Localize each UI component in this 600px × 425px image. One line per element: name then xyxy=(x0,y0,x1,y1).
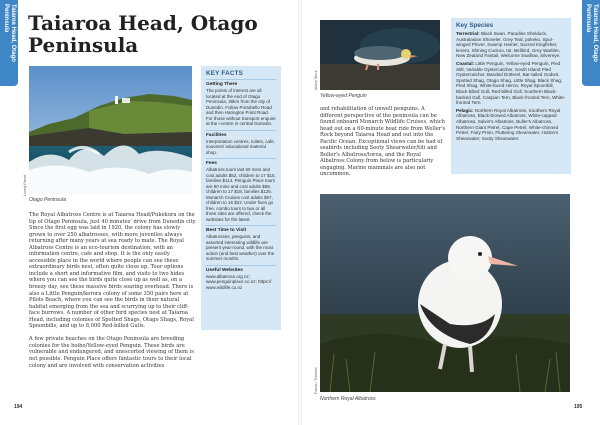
right-body-text xyxy=(320,106,446,185)
key-facts-heading: KEY FACTS xyxy=(206,70,244,77)
key-facts-section-title: Getting There xyxy=(206,82,238,87)
species-row-pelagic xyxy=(456,108,566,142)
albatross-photo-caption: Northern Royal Albatross xyxy=(320,396,376,402)
right-page-number: 195 xyxy=(574,404,583,410)
coastal-photo-image xyxy=(29,66,192,194)
species-row-terrestrial xyxy=(456,31,566,59)
species-row-label: Pelagic: xyxy=(456,107,474,113)
key-facts-section xyxy=(206,79,276,130)
coastal-photo-caption: Otago Peninsula xyxy=(29,197,66,203)
species-row-coastal xyxy=(456,61,566,106)
right-side-tab xyxy=(582,0,600,86)
species-row-text: Black Swan, Paradise Shelduck, Australasian Shoveler, Grey Teal, pūkeko, Spur-winged Plover, Swamp Harrier, Sacred Kingfisher, kererū, Shining Cuckoo, tūī, Bellbird, Grey Warbler, New Zealand Fantail, Welcome Swallow, Silvereye. xyxy=(456,31,561,59)
key-facts-section-title: Useful Websites xyxy=(206,267,243,273)
key-facts-section xyxy=(206,158,276,225)
key-facts-section xyxy=(206,265,276,294)
species-row-text: Little Penguin, Yellow-eyed Penguin, Pied Stilt, Variable Oystercatcher, South Island Pied Oystercatcher, Banded Dotterel, Bar-tailed Godwit, Spotted Shag, Otago Shag, Little Shag, Black Shag, Pied Shag, White-faced Heron, Royal Spoonbill, Black-billed Gull, Red-billed Gull, Southern Black-backed Gull, Caspian Tern, Black-fronted Tern, White-fronted Tern. xyxy=(456,60,566,106)
coastal-photo xyxy=(29,66,192,194)
penguin-photo-image xyxy=(320,20,440,90)
left-page-number: 194 xyxy=(14,404,23,410)
key-facts-section-text: Albatross tours last 60 mins and cost adults $52, children to 17 $15, families $114. Penguin Place tours are 90 mins and cost adults $58, children to 17 $18, families $125. Monarch Cruises cost adults $57, children to 16 $22. Under fives go free, combo tours to two or all three sites are offered, check the websites for the latest. xyxy=(206,167,276,222)
left-paragraph: A few private beaches on the Otago Peninsula are breeding colonies for the hoiho/Yellow-eyed Penguin. These birds are vulnerable and endangered, and unescorted viewing of them is not possible. Penguin Place offers fantastic tours to their local colony and are involved with conservation activities xyxy=(29,336,194,369)
page-gutter xyxy=(298,0,302,425)
penguin-photo-credit: Alamy Stock xyxy=(314,70,318,90)
left-side-tab-label: Taiaroa Head, Otago Peninsula xyxy=(3,4,16,62)
key-facts-section-title: Facilities xyxy=(206,132,227,138)
key-facts-box xyxy=(201,66,281,330)
left-paragraph: The Royal Albatross Centre is at Taiaroa Head/Pukekura on the tip of Otago Peninsula, just 40 minutes' drive from Dunedin city. Since the first egg was laid in 1920, the colony has slowly grown to over 250 albatrosses, with more juveniles always returning after many years at sea ready to mate. The Royal Albatross Centre is an eco-tourism destination, with an information centre, cafe and shop. It is the only easily accessible place in the world where people can see these extraordinary birds nest, often quite close up. Tour options include a short and informative film, and visits to two hides where you can see the birds quite close up as well as, on a breezy day, see these massive birds soaring overhead. There is also a Little Penguin/korora colony of some 350 pairs here at Pilots Beach, where you can see the birds in their natural habitat emerging from the sea and scurrying up to their cliff-face burrows. A number of other bird species nest at Taiaroa Head, including colonies of Spotted Shags, Otago Shags, Royal Spoonbills, and up to 8,000 Red-billed Gulls. xyxy=(29,212,197,330)
coastal-photo-credit: Lonely Planet xyxy=(23,174,27,196)
key-facts-section xyxy=(206,130,276,159)
key-facts-section-title: Best Time to Visit xyxy=(206,228,247,233)
right-side-tab-label: Taiaroa Head, Otago Peninsula xyxy=(585,4,598,62)
key-facts-section xyxy=(206,225,276,265)
left-side-tab xyxy=(0,0,18,86)
albatross-photo-image xyxy=(320,194,570,392)
key-facts-section-title: Fees xyxy=(206,161,217,166)
key-facts-section-text: Albatrosses, penguins, and assorted interesting wildlife are present year-round, with the most action (and best weather) over the summer months. xyxy=(206,234,275,261)
albatross-photo-credit: Fotolia / Traveller xyxy=(314,367,318,394)
left-body-text xyxy=(29,212,197,376)
right-paragraph: and rehabilitation of unwell penguins. A different perspective of the peninsula can be found onboard Monarch Wildlife Cruises, which head out on a 60-minute boat ride from Weller's Rock beyond Taiaroa Head and out into the Pacific Ocean. Exceptional views can be had of seabirds including Sooty Shearwater/titi and Buller's Albatross/toroa, and the Royal Albatross Colony from below is particularly engaging. Marine mammals are also not uncommon. xyxy=(320,106,446,178)
key-facts-section-text: Interpretation centres, toilets, cafe, souvenir/ educational material shop. xyxy=(206,138,276,155)
species-row-label: Coastal: xyxy=(456,60,475,66)
penguin-photo xyxy=(320,20,440,90)
key-facts-section-text: www.albatross.org.nz; www.penguinplace.co.nz; https:// www.wildlife.co.nz xyxy=(206,273,272,290)
key-species-box xyxy=(451,18,571,174)
penguin-photo-caption: Yellow-eyed Penguin xyxy=(320,93,367,99)
page-title: Taiaroa Head, Otago Peninsula xyxy=(28,11,258,57)
species-row-label: Terrestrial: xyxy=(456,31,480,36)
albatross-photo xyxy=(320,194,570,392)
key-species-heading: Key Species xyxy=(456,22,494,29)
key-facts-section-text: The points of interest are all located at the end of Otago Peninsula, 30km from the city of Dunedin. Follow Portobello Road and then Harington Point Road. For those without transport enquire at the i-centre in central Dunedin. xyxy=(206,88,276,126)
species-row-text: Northern Royal Albatross, Southern Royal Albatross, Black-browed Albatross, White-capped Albatross, Salvin's Albatross, Buller's Albatross, Northern Giant Petrel, Cape Petrel, White-chinned Petrel, Fairy Prion, Fluttering Shearwater, Hutton's Shearwater, Sooty Shearwater. xyxy=(456,107,561,141)
